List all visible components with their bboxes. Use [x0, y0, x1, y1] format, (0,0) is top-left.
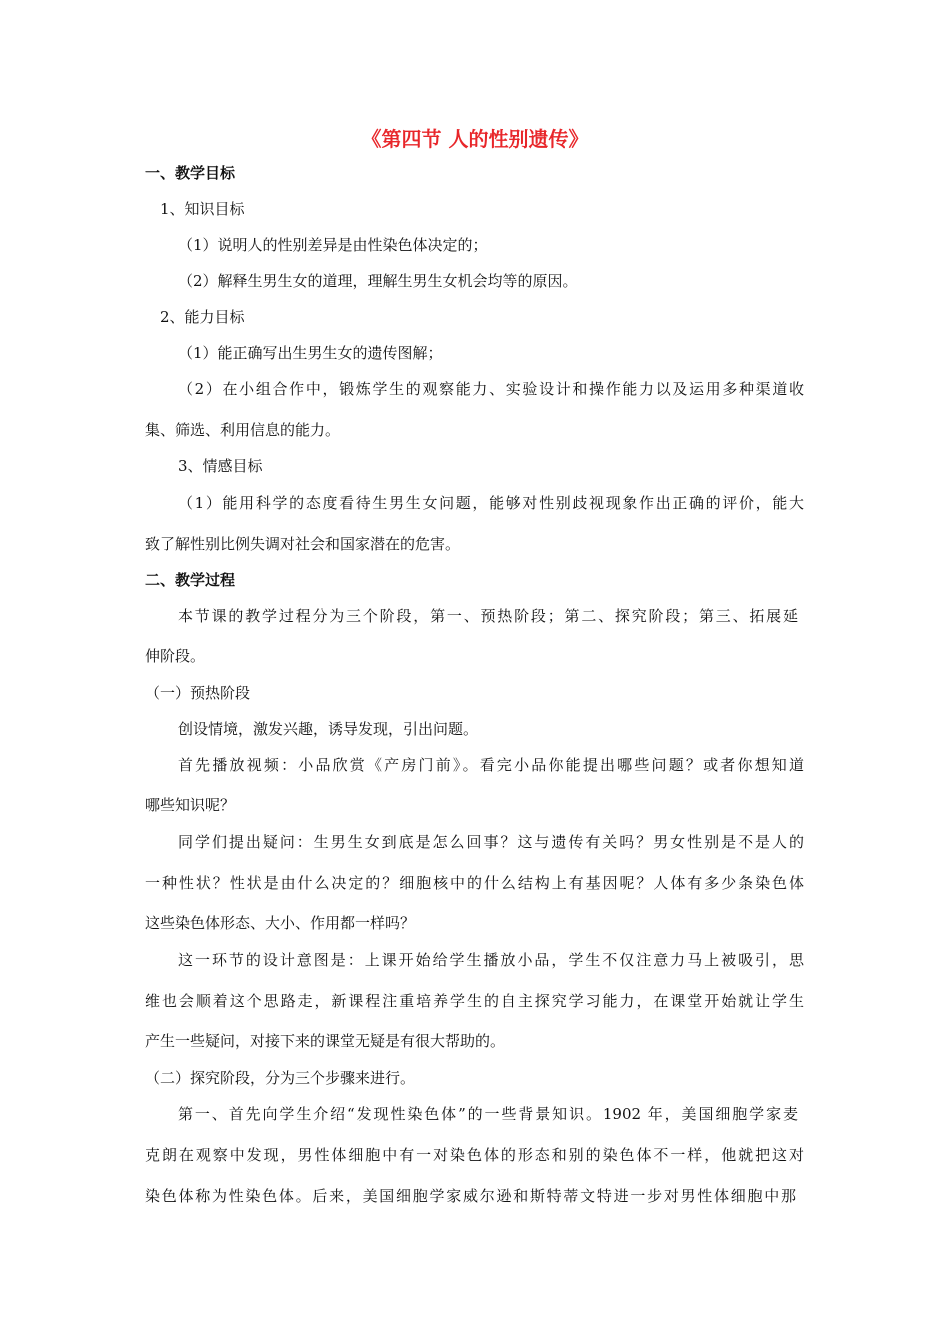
subheading-emotional-goals: 3、情感目标 [178, 457, 263, 475]
paragraph-line: 一种性状？性状是由什么决定的？细胞核中的什么结构上有基因呢？人体有多少条染色体 [145, 874, 804, 892]
subheading-inquiry-stage: （二）探究阶段，分为三个步骤来进行。 [145, 1069, 416, 1087]
section-heading-process: 二、教学过程 [145, 571, 236, 589]
paragraph-line: 同学们提出疑问：生男生女到底是怎么回事？这与遗传有关吗？男女性别是不是人的 [178, 833, 804, 851]
paragraph-line: 本节课的教学过程分为三个阶段，第一、预热阶段；第二、探究阶段；第三、拓展延 [178, 607, 798, 625]
paragraph-line: 染色体称为性染色体。后来，美国细胞学家威尔逊和斯特蒂文特进一步对男性体细胞中那 [145, 1187, 796, 1205]
paragraph-line: （1）说明人的性别差异是由性染色体决定的； [178, 236, 488, 254]
paragraph-line: 产生一些疑问，对接下来的课堂无疑是有很大帮助的。 [145, 1032, 506, 1050]
paragraph-line: （1）能用科学的态度看待生男生女问题，能够对性别歧视现象作出正确的评价，能大 [178, 494, 804, 512]
paragraph-line: 伸阶段。 [145, 647, 206, 665]
subheading-ability-goals: 2、能力目标 [160, 308, 245, 326]
section-heading-objectives: 一、教学目标 [145, 164, 236, 182]
paragraph-line: 这些染色体形态、大小、作用都一样吗？ [145, 914, 416, 932]
subheading-warmup-stage: （一）预热阶段 [145, 684, 251, 702]
paragraph-line: （2）在小组合作中，锻炼学生的观察能力、实验设计和操作能力以及运用多种渠道收 [178, 380, 804, 398]
paragraph-line: （1）能正确写出生男生女的遗传图解； [178, 344, 443, 362]
paragraph-line: 这一环节的设计意图是：上课开始给学生播放小品，学生不仅注意力马上被吸引，思 [178, 951, 804, 969]
subheading-knowledge-goals: 1、知识目标 [160, 200, 245, 218]
paragraph-line: 克朗在观察中发现，男性体细胞中有一对染色体的形态和别的染色体不一样，他就把这对 [145, 1146, 804, 1164]
paragraph-line: 首先播放视频：小品欣赏《产房门前》。看完小品你能提出哪些问题？或者你想知道 [178, 756, 804, 774]
paragraph-line: 维也会顺着这个思路走，新课程注重培养学生的自主探究学习能力，在课堂开始就让学生 [145, 992, 804, 1010]
paragraph-line: （2）解释生男生女的道理，理解生男生女机会均等的原因。 [178, 272, 578, 290]
paragraph-line: 集、筛选、利用信息的能力。 [145, 421, 341, 439]
document-title: 《第四节 人的性别遗传》 [361, 127, 589, 151]
paragraph-line: 第一、首先向学生介绍“发现性染色体”的一些背景知识。1902 年，美国细胞学家麦 [178, 1105, 798, 1123]
paragraph-line: 致了解性别比例失调对社会和国家潜在的危害。 [145, 535, 461, 553]
paragraph-line: 创设情境，激发兴趣，诱导发现，引出问题。 [178, 720, 479, 738]
paragraph-line: 哪些知识呢？ [145, 796, 236, 814]
